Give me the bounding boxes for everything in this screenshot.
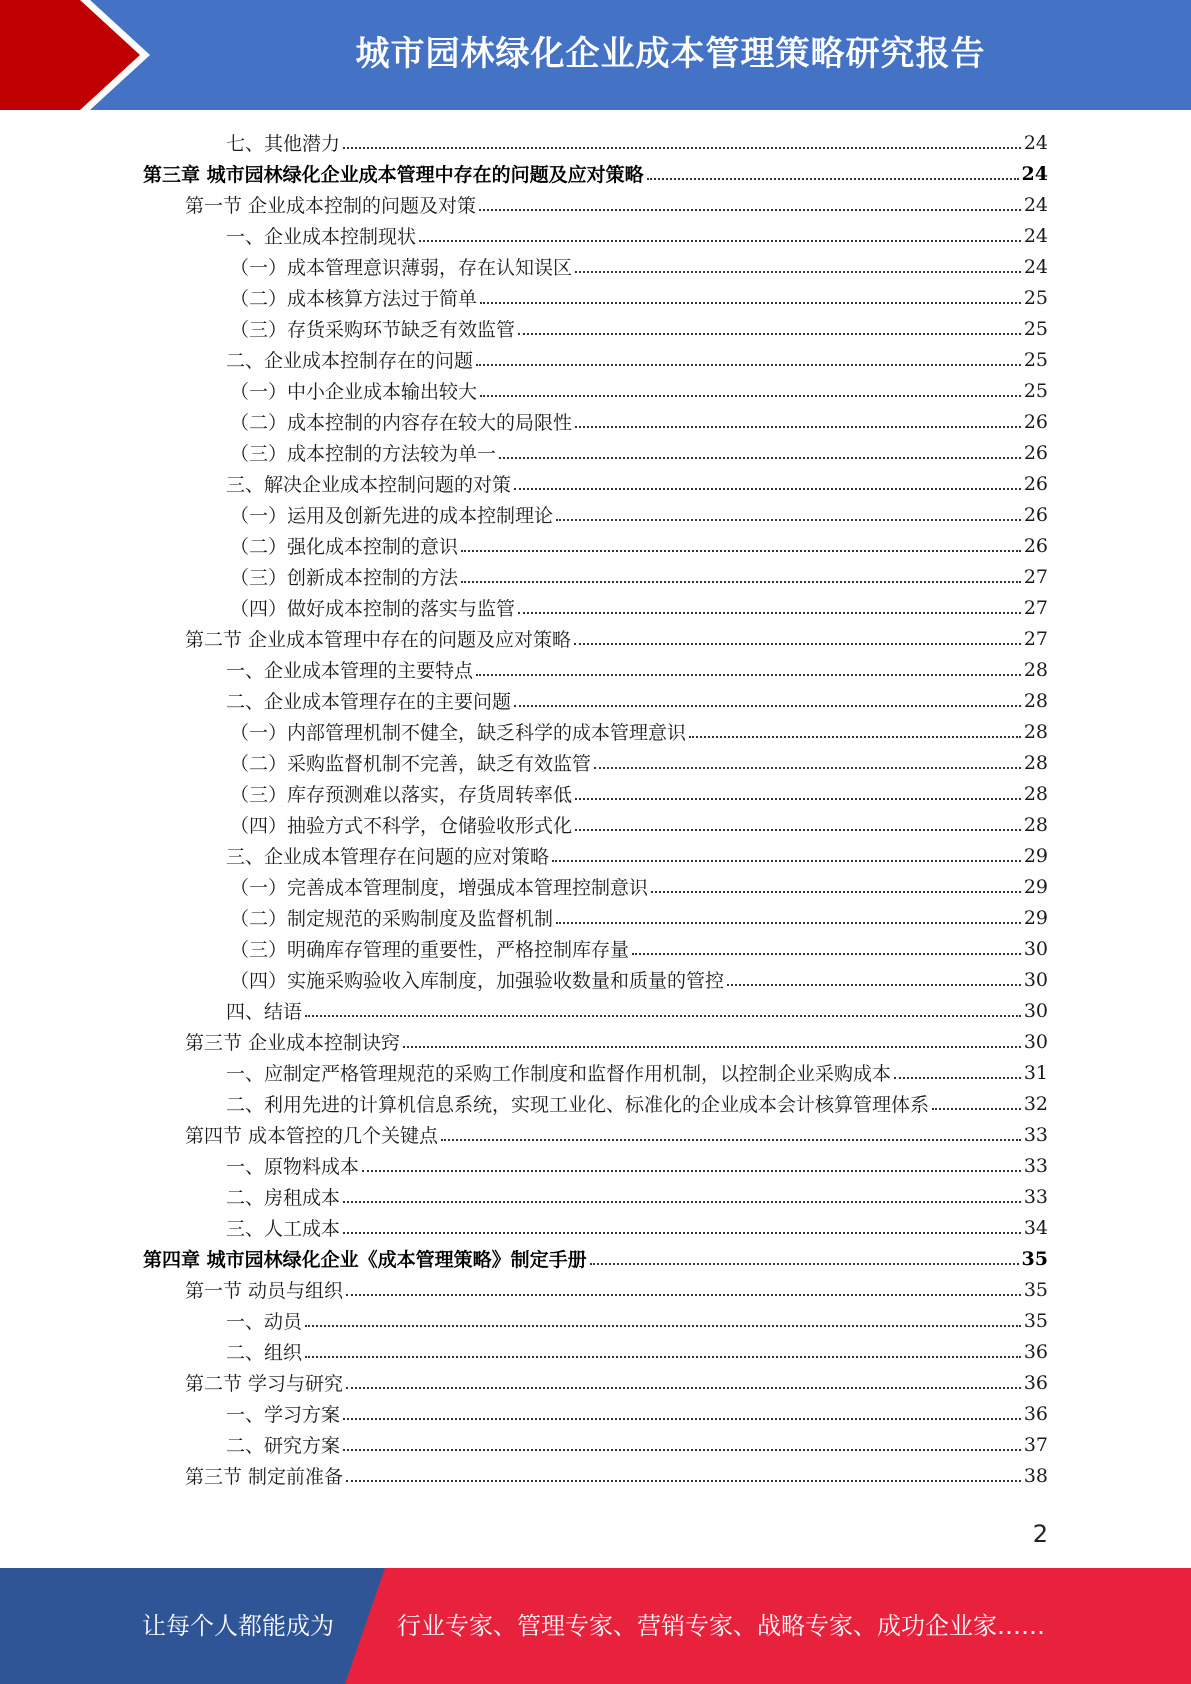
toc-entry-title: 第三章 城市园林绿化企业成本管理中存在的问题及应对策略 — [143, 164, 644, 186]
toc-entry-page: 26 — [1023, 410, 1048, 433]
toc-entry[interactable] — [230, 251, 1048, 282]
toc-dot-leader — [476, 364, 1021, 366]
toc-entry-title: （三）库存预测难以落实，存货周转率低 — [230, 784, 573, 806]
toc-dot-leader — [727, 984, 1021, 986]
toc-entry-page: 34 — [1023, 1216, 1048, 1239]
toc-entry-page: 25 — [1023, 348, 1048, 371]
toc-entry[interactable] — [230, 406, 1048, 437]
toc-entry-page: 27 — [1023, 596, 1048, 619]
toc-entry[interactable] — [226, 1057, 1048, 1088]
toc-entry-title: 三、企业成本管理存在问题的应对策略 — [226, 846, 550, 868]
toc-entry[interactable] — [230, 933, 1048, 964]
toc-entry-title: （二）采购监督机制不完善，缺乏有效监管 — [230, 753, 592, 775]
toc-entry[interactable] — [226, 1429, 1048, 1460]
page-header — [0, 0, 1191, 110]
toc-dot-leader — [476, 674, 1021, 676]
toc-dot-leader — [343, 1449, 1021, 1451]
document-title: 城市园林绿化企业成本管理策略研究报告 — [355, 34, 986, 74]
toc-entry-title: （二）成本控制的内容存在较大的局限性 — [230, 412, 573, 434]
page-number: 2 — [1032, 1520, 1048, 1548]
toc-entry-page: 28 — [1023, 720, 1048, 743]
toc-dot-leader — [343, 147, 1021, 149]
toc-entry-title: （三）明确库存管理的重要性，严格控制库存量 — [230, 939, 630, 961]
toc-entry[interactable] — [230, 716, 1048, 747]
toc-entry-title: 三、人工成本 — [226, 1218, 341, 1240]
toc-entry-title: （三）成本控制的方法较为单一 — [230, 443, 497, 465]
toc-dot-leader — [362, 1170, 1021, 1172]
toc-entry[interactable] — [230, 282, 1048, 313]
toc-entry-page: 25 — [1023, 317, 1048, 340]
toc-entry-page: 27 — [1023, 565, 1048, 588]
toc-entry-title: （三）创新成本控制的方法 — [230, 567, 459, 589]
toc-dot-leader — [419, 240, 1021, 242]
toc-entry-page: 24 — [1023, 224, 1048, 247]
toc-entry[interactable] — [226, 1212, 1048, 1243]
toc-entry-title: （一）中小企业成本输出较大 — [230, 381, 478, 403]
toc-section-entry[interactable] — [185, 1460, 1048, 1491]
toc-entry-title: 一、动员 — [226, 1311, 303, 1333]
toc-entry-page: 29 — [1023, 844, 1048, 867]
toc-dot-leader — [305, 1356, 1021, 1358]
toc-entry[interactable] — [226, 220, 1048, 251]
toc-dot-leader — [575, 829, 1021, 831]
toc-dot-leader — [343, 1232, 1021, 1234]
toc-dot-leader — [441, 1139, 1021, 1141]
toc-entry-title: 第二节 学习与研究 — [185, 1373, 344, 1395]
toc-entry-title: （二）成本核算方法过于简单 — [230, 288, 478, 310]
toc-entry[interactable] — [226, 840, 1048, 871]
toc-dot-leader — [461, 581, 1021, 583]
toc-dot-leader — [346, 1480, 1021, 1482]
toc-entry-page: 33 — [1023, 1185, 1048, 1208]
toc-dot-leader — [647, 178, 1019, 180]
toc-dot-leader — [480, 302, 1021, 304]
toc-dot-leader — [346, 1387, 1021, 1389]
toc-entry-title: 二、利用先进的计算机信息系统，实现工业化、标准化的企业成本会计核算管理体系 — [226, 1094, 930, 1116]
toc-entry-title: 二、企业成本管理存在的主要问题 — [226, 691, 512, 713]
toc-entry-title: （四）做好成本控制的落实与监管 — [230, 598, 516, 620]
toc-entry[interactable] — [226, 1088, 1048, 1119]
footer-slogan-right: 行业专家、管理专家、营销专家、战略专家、成功企业家…… — [397, 1612, 1045, 1640]
toc-entry-title: 七、其他潜力 — [226, 133, 341, 155]
toc-entry[interactable] — [226, 654, 1048, 685]
toc-entry-page: 26 — [1023, 503, 1048, 526]
toc-entry-title: 二、组织 — [226, 1342, 303, 1364]
toc-entry-title: 四、结语 — [226, 1001, 303, 1023]
toc-entry[interactable] — [226, 1398, 1048, 1429]
toc-dot-leader — [556, 922, 1021, 924]
toc-entry-title: 第四章 城市园林绿化企业《成本管理策略》制定手册 — [143, 1249, 587, 1271]
toc-entry-page: 24 — [1023, 255, 1048, 278]
toc-entry-title: 第二节 企业成本管理中存在的问题及应对策略 — [185, 629, 572, 651]
toc-entry-page: 26 — [1023, 441, 1048, 464]
toc-entry[interactable] — [226, 995, 1048, 1026]
toc-entry[interactable] — [230, 499, 1048, 530]
toc-entry-page: 33 — [1023, 1123, 1048, 1146]
toc-entry-title: （一）运用及创新先进的成本控制理论 — [230, 505, 554, 527]
toc-entry-title: （一）内部管理机制不健全，缺乏科学的成本管理意识 — [230, 722, 687, 744]
toc-entry[interactable] — [230, 871, 1048, 902]
toc-dot-leader — [480, 395, 1021, 397]
toc-entry-title: 二、房租成本 — [226, 1187, 341, 1209]
toc-entry-title: 一、学习方案 — [226, 1404, 341, 1426]
toc-entry[interactable] — [230, 809, 1048, 840]
toc-dot-leader — [552, 860, 1021, 862]
toc-entry[interactable] — [230, 561, 1048, 592]
toc-entry[interactable] — [226, 468, 1048, 499]
toc-entry-page: 28 — [1023, 751, 1048, 774]
toc-dot-leader — [343, 1418, 1021, 1420]
toc-entry-page: 35 — [1021, 1247, 1048, 1270]
toc-entry-page: 28 — [1023, 782, 1048, 805]
toc-dot-leader — [575, 798, 1021, 800]
toc-entry-title: （一）成本管理意识薄弱，存在认知误区 — [230, 257, 573, 279]
toc-entry-page: 30 — [1023, 937, 1048, 960]
toc-entry-page: 26 — [1023, 472, 1048, 495]
toc-entry-page: 36 — [1023, 1402, 1048, 1425]
toc-entry-page: 35 — [1023, 1309, 1048, 1332]
toc-section-entry[interactable] — [185, 1026, 1048, 1057]
toc-dot-leader — [594, 767, 1021, 769]
toc-dot-leader — [518, 333, 1021, 335]
toc-entry[interactable] — [226, 685, 1048, 716]
toc-entry-page: 24 — [1023, 193, 1048, 216]
toc-entry[interactable] — [226, 1150, 1048, 1181]
toc-entry-page: 25 — [1023, 379, 1048, 402]
page-footer — [0, 1568, 1191, 1684]
toc-entry-title: （四）抽验方式不科学，仓储验收形式化 — [230, 815, 573, 837]
toc-entry-title: （一）完善成本管理制度，增强成本管理控制意识 — [230, 877, 649, 899]
toc-dot-leader — [575, 271, 1021, 273]
toc-dot-leader — [461, 550, 1021, 552]
toc-entry[interactable] — [226, 127, 1048, 158]
toc-chapter-entry[interactable] — [143, 158, 1048, 189]
toc-entry-title: 一、原物料成本 — [226, 1156, 360, 1178]
toc-entry-title: 三、解决企业成本控制问题的对策 — [226, 474, 512, 496]
toc-entry[interactable] — [230, 964, 1048, 995]
toc-entry-title: （四）实施采购验收入库制度，加强验收数量和质量的管控 — [230, 970, 725, 992]
toc-entry-title: 一、企业成本控制现状 — [226, 226, 417, 248]
toc-entry-title: 第三节 制定前准备 — [185, 1466, 344, 1488]
toc-dot-leader — [514, 705, 1021, 707]
toc-entry[interactable] — [230, 778, 1048, 809]
toc-entry-page: 30 — [1023, 999, 1048, 1022]
toc-entry-title: （二）制定规范的采购制度及监督机制 — [230, 908, 554, 930]
toc-dot-leader — [518, 612, 1021, 614]
toc-entry[interactable] — [230, 437, 1048, 468]
toc-entry-title: 二、研究方案 — [226, 1435, 341, 1457]
toc-entry-page: 36 — [1023, 1340, 1048, 1363]
toc-entry-page: 36 — [1023, 1371, 1048, 1394]
toc-dot-leader — [346, 1294, 1021, 1296]
toc-entry[interactable] — [230, 313, 1048, 344]
toc-entry-page: 25 — [1023, 286, 1048, 309]
toc-dot-leader — [556, 519, 1021, 521]
toc-entry-page: 29 — [1023, 875, 1048, 898]
toc-entry[interactable] — [230, 530, 1048, 561]
toc-entry-title: 一、企业成本管理的主要特点 — [226, 660, 474, 682]
toc-entry-page: 31 — [1023, 1061, 1048, 1084]
toc-dot-leader — [575, 426, 1021, 428]
toc-entry-page: 32 — [1023, 1092, 1048, 1115]
toc-entry-title: 第一节 动员与组织 — [185, 1280, 344, 1302]
toc-entry-page: 28 — [1023, 658, 1048, 681]
toc-entry-page: 30 — [1023, 1030, 1048, 1053]
header-chevron-arrow — [0, 0, 140, 110]
toc-section-entry[interactable] — [185, 1119, 1048, 1150]
footer-slogan-left: 让每个人都能成为 — [142, 1612, 334, 1640]
toc-entry-page: 28 — [1023, 813, 1048, 836]
toc-entry-page: 37 — [1023, 1433, 1048, 1456]
toc-section-entry[interactable] — [185, 1274, 1048, 1305]
toc-entry-page: 29 — [1023, 906, 1048, 929]
toc-dot-leader — [305, 1015, 1021, 1017]
toc-entry[interactable] — [230, 747, 1048, 778]
toc-dot-leader — [894, 1077, 1021, 1079]
toc-entry-title: （二）强化成本控制的意识 — [230, 536, 459, 558]
toc-entry-page: 26 — [1023, 534, 1048, 557]
toc-dot-leader — [499, 457, 1021, 459]
toc-dot-leader — [651, 891, 1021, 893]
toc-entry[interactable] — [230, 375, 1048, 406]
toc-dot-leader — [305, 1325, 1021, 1327]
toc-dot-leader — [343, 1201, 1021, 1203]
toc-entry-title: 二、企业成本控制存在的问题 — [226, 350, 474, 372]
toc-dot-leader — [403, 1046, 1021, 1048]
toc-entry[interactable] — [226, 1181, 1048, 1212]
toc-dot-leader — [689, 736, 1021, 738]
toc-entry-page: 30 — [1023, 968, 1048, 991]
toc-entry[interactable] — [226, 1305, 1048, 1336]
toc-entry-page: 24 — [1021, 162, 1048, 185]
toc-dot-leader — [574, 643, 1021, 645]
toc-entry-title: 第四节 成本管控的几个关键点 — [185, 1125, 439, 1147]
toc-entry-page: 27 — [1023, 627, 1048, 650]
toc-entry-title: （三）存货采购环节缺乏有效监管 — [230, 319, 516, 341]
toc-section-entry[interactable] — [185, 189, 1048, 220]
toc-dot-leader — [479, 209, 1021, 211]
toc-entry-page: 33 — [1023, 1154, 1048, 1177]
toc-dot-leader — [590, 1263, 1019, 1265]
toc-entry[interactable] — [230, 592, 1048, 623]
toc-section-entry[interactable] — [185, 1367, 1048, 1398]
toc-entry[interactable] — [230, 902, 1048, 933]
toc-dot-leader — [514, 488, 1021, 490]
toc-entry[interactable] — [226, 344, 1048, 375]
toc-entry[interactable] — [226, 1336, 1048, 1367]
toc-entry-page: 38 — [1023, 1464, 1048, 1487]
toc-entry-title: 一、应制定严格管理规范的采购工作制度和监督作用机制，以控制企业采购成本 — [226, 1063, 892, 1085]
toc-dot-leader — [632, 953, 1021, 955]
toc-section-entry[interactable] — [185, 623, 1048, 654]
toc-entry-page: 24 — [1023, 131, 1048, 154]
toc-entry-title: 第三节 企业成本控制诀窍 — [185, 1032, 401, 1054]
toc-dot-leader — [932, 1108, 1021, 1110]
toc-chapter-entry[interactable] — [143, 1243, 1048, 1274]
toc-entry-page: 35 — [1023, 1278, 1048, 1301]
toc-entry-title: 第一节 企业成本控制的问题及对策 — [185, 195, 477, 217]
toc-entry-page: 28 — [1023, 689, 1048, 712]
